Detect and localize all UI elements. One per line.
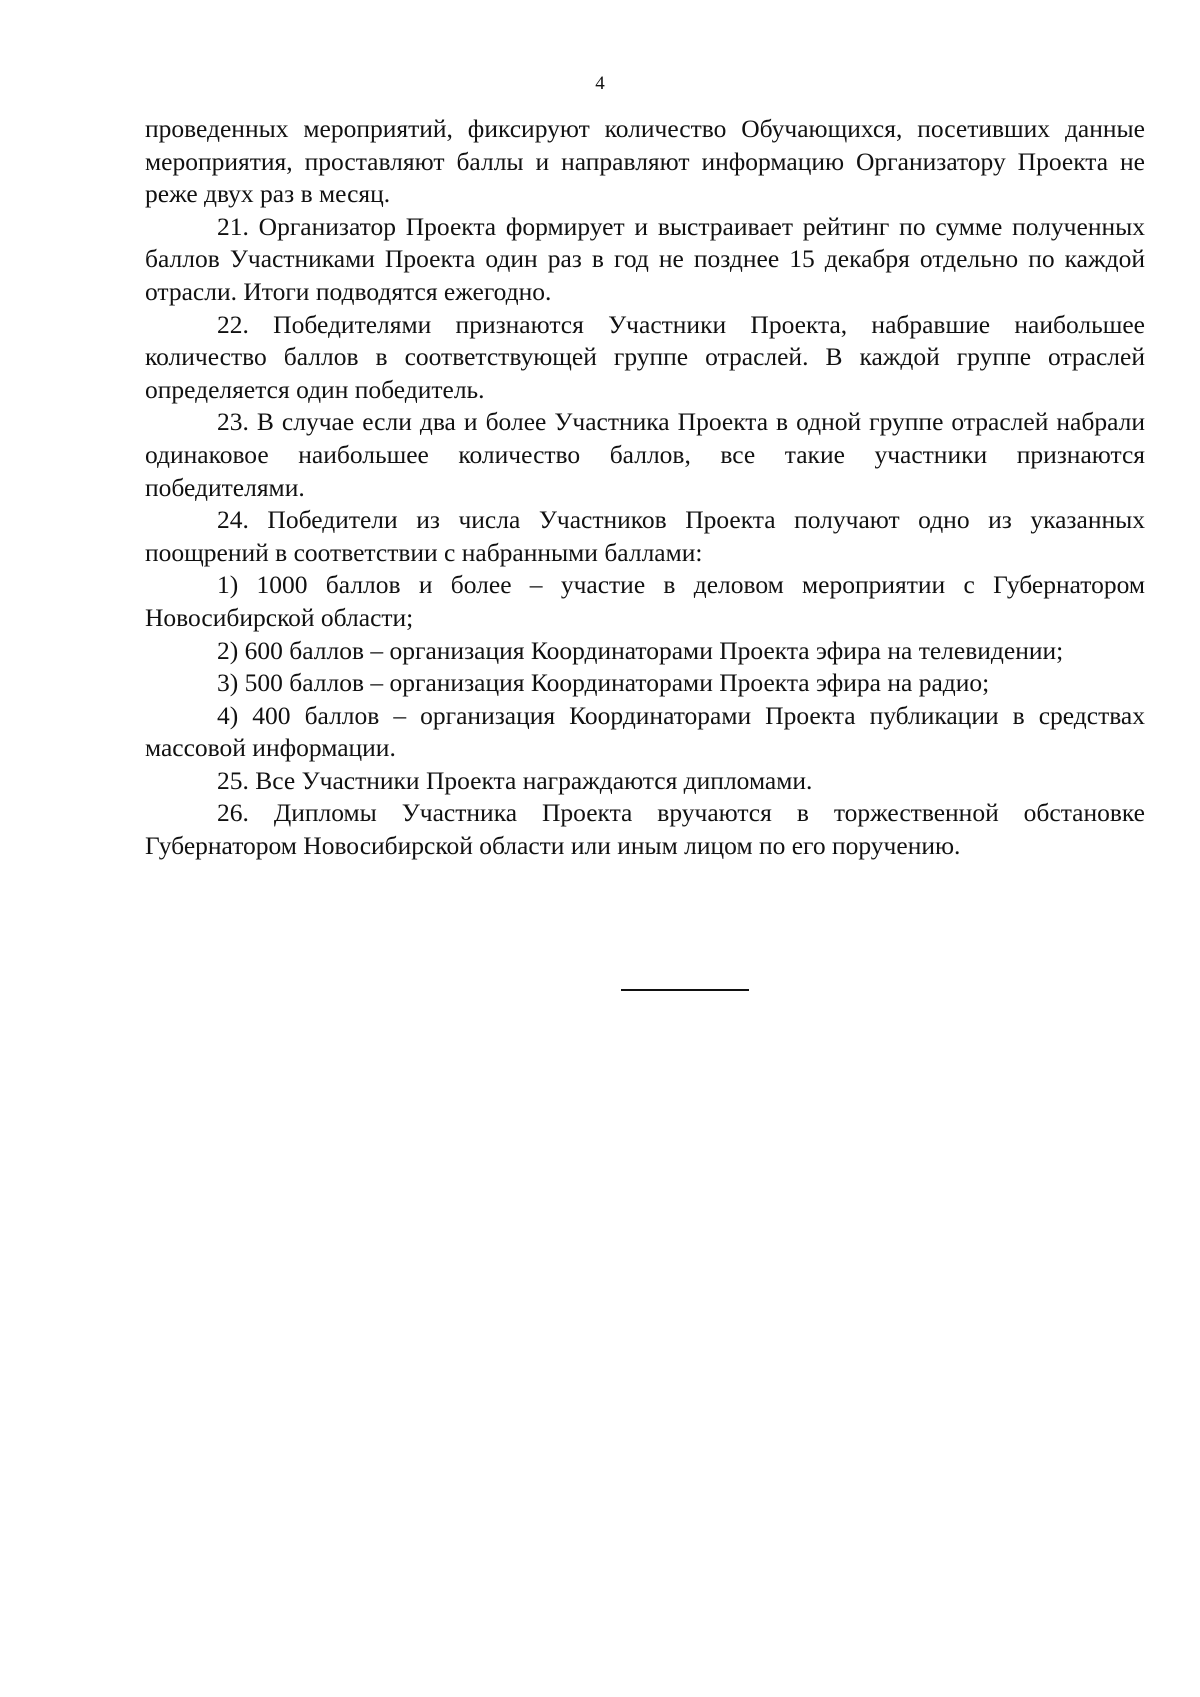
paragraph-item-23: 23. В случае если два и более Участника Проекта в одной группе отраслей набрали одинаковое наибольшее количество баллов, все такие участники признаются победителями. (145, 407, 1145, 502)
paragraph-item-24-2: 2) 600 баллов – организация Координаторами Проекта эфира на телевидении; (217, 635, 1064, 665)
paragraph-item-24-4: 4) 400 баллов – организация Координаторами Проекта публикации в средствах массовой информации. (145, 700, 1145, 763)
closing-rule (621, 989, 749, 991)
paragraph-item-24-3: 3) 500 баллов – организация Координаторами Проекта эфира на радио; (217, 668, 990, 698)
paragraph-item-26: 26. Дипломы Участника Проекта вручаются в торжественной обстановке Губернатором Новосибирской области или иным лицом по его поручению. (145, 798, 1145, 861)
paragraph-item-24: 24. Победители из числа Участников Проекта получают одно из указанных поощрений в соответствии с набранными баллами: (145, 505, 1145, 567)
paragraph-item-21: 21. Организатор Проекта формирует и выстраивает рейтинг по сумме полученных баллов Участниками Проекта один раз в год не позднее 15 декабря отдельно по каждой отрасли. Итоги подводятся ежегодно. (145, 211, 1145, 306)
document-body (145, 113, 1145, 863)
paragraph-item-25: 25. Все Участники Проекта награждаются дипломами. (217, 765, 813, 795)
page-number: 4 (595, 73, 605, 94)
paragraph-continuation: проведенных мероприятий, фиксируют количество Обучающихся, посетивших данные мероприятия, проставляют баллы и направляют информацию Организатору Проекта не реже двух раз в месяц. (145, 114, 1145, 209)
paragraph-item-24-1: 1) 1000 баллов и более – участие в деловом мероприятии с Губернатором Новосибирской области; (145, 570, 1145, 632)
paragraph-item-22: 22. Победителями признаются Участники Проекта, набравшие наибольшее количество баллов в соответствующей группе отраслей. В каждой группе отраслей определяется один победитель. (145, 309, 1145, 404)
